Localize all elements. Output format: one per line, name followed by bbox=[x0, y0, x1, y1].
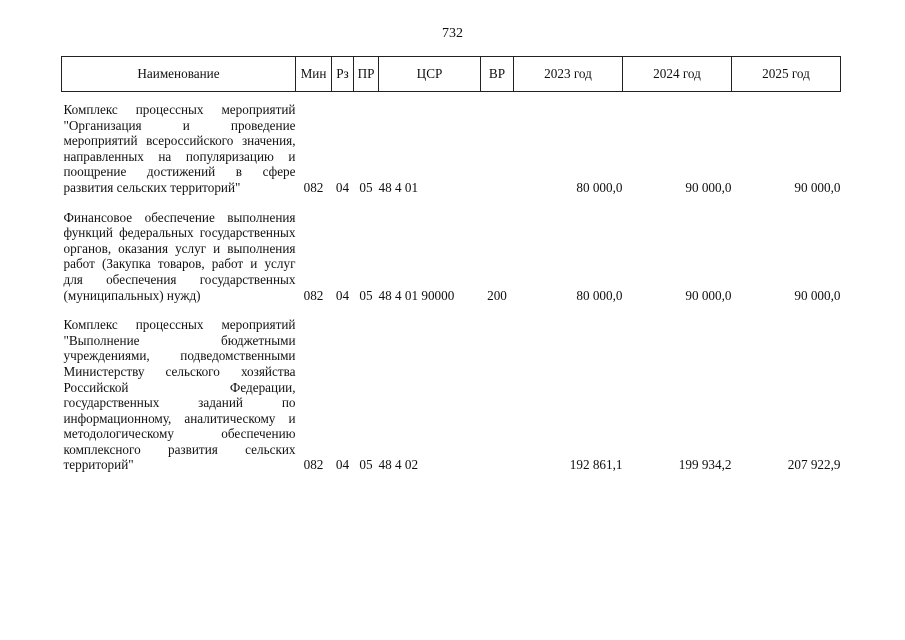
header-min: Мин bbox=[296, 57, 332, 92]
row-amount-2024: 199 934,2 bbox=[678, 457, 732, 473]
table-body bbox=[62, 92, 841, 474]
row-name: Комплекс процессных мероприятий "Выполнение бюджетными учреждениями, подведомственными Министерству сельского хозяйства Российской Федерации, государственных заданий по информационному, аналитическому и методологическому обеспечению комплексного развития сельских территорий" bbox=[63, 317, 296, 473]
row-spacer bbox=[62, 303, 841, 317]
row-name: Финансовое обеспечение выполнения функций федеральных государственных органов, оказания услуг и выполнения работ (Закупка товаров, работ и услуг для обеспечения государственных (муниципальных) нужд) bbox=[63, 209, 296, 303]
row-pr: 05 bbox=[359, 457, 373, 473]
table-row bbox=[62, 317, 841, 473]
row-csr: 48 4 01 bbox=[378, 179, 419, 195]
header-row bbox=[62, 57, 841, 92]
header-vr: ВР bbox=[481, 57, 514, 92]
row-name: Комплекс процессных мероприятий "Организация и проведение мероприятий всероссийского значения, направленных на популяризацию и поощрение достижений в сфере развития сельских территорий" bbox=[63, 102, 296, 195]
header-year-2024: 2024 год bbox=[623, 57, 732, 92]
row-vr: 200 bbox=[487, 287, 507, 303]
row-csr: 48 4 02 bbox=[378, 457, 419, 473]
row-spacer bbox=[62, 196, 841, 210]
row-amount-2024: 90 000,0 bbox=[685, 179, 732, 195]
header-name: Наименование bbox=[62, 57, 296, 92]
row-amount-2024: 90 000,0 bbox=[685, 287, 732, 303]
header-year-2025: 2025 год bbox=[732, 57, 841, 92]
header-rz: Рз bbox=[332, 57, 354, 92]
row-rz: 04 bbox=[335, 179, 350, 195]
table-row bbox=[62, 210, 841, 304]
row-min: 082 bbox=[303, 457, 324, 473]
table-row bbox=[62, 102, 841, 196]
header-pr: ПР bbox=[354, 57, 379, 92]
row-rz: 04 bbox=[335, 287, 350, 303]
row-amount-2025: 90 000,0 bbox=[794, 287, 841, 303]
row-amount-2023: 80 000,0 bbox=[576, 179, 623, 195]
row-min: 082 bbox=[303, 179, 324, 195]
row-vr bbox=[481, 317, 514, 473]
row-spacer bbox=[62, 92, 841, 103]
row-amount-2023: 192 861,1 bbox=[569, 457, 623, 473]
row-csr: 48 4 01 90000 bbox=[378, 287, 455, 303]
header-csr: ЦСР bbox=[379, 57, 481, 92]
table-header bbox=[62, 57, 841, 92]
row-rz: 04 bbox=[335, 457, 350, 473]
row-amount-2023: 80 000,0 bbox=[576, 287, 623, 303]
row-amount-2025: 90 000,0 bbox=[794, 179, 841, 195]
row-amount-2025: 207 922,9 bbox=[787, 457, 841, 473]
page-number: 732 bbox=[442, 26, 463, 41]
header-year-2023: 2023 год bbox=[514, 57, 623, 92]
row-min: 082 bbox=[303, 287, 324, 303]
budget-table bbox=[61, 56, 841, 473]
row-pr: 05 bbox=[359, 287, 373, 303]
row-vr bbox=[481, 102, 514, 196]
row-pr: 05 bbox=[359, 179, 373, 195]
